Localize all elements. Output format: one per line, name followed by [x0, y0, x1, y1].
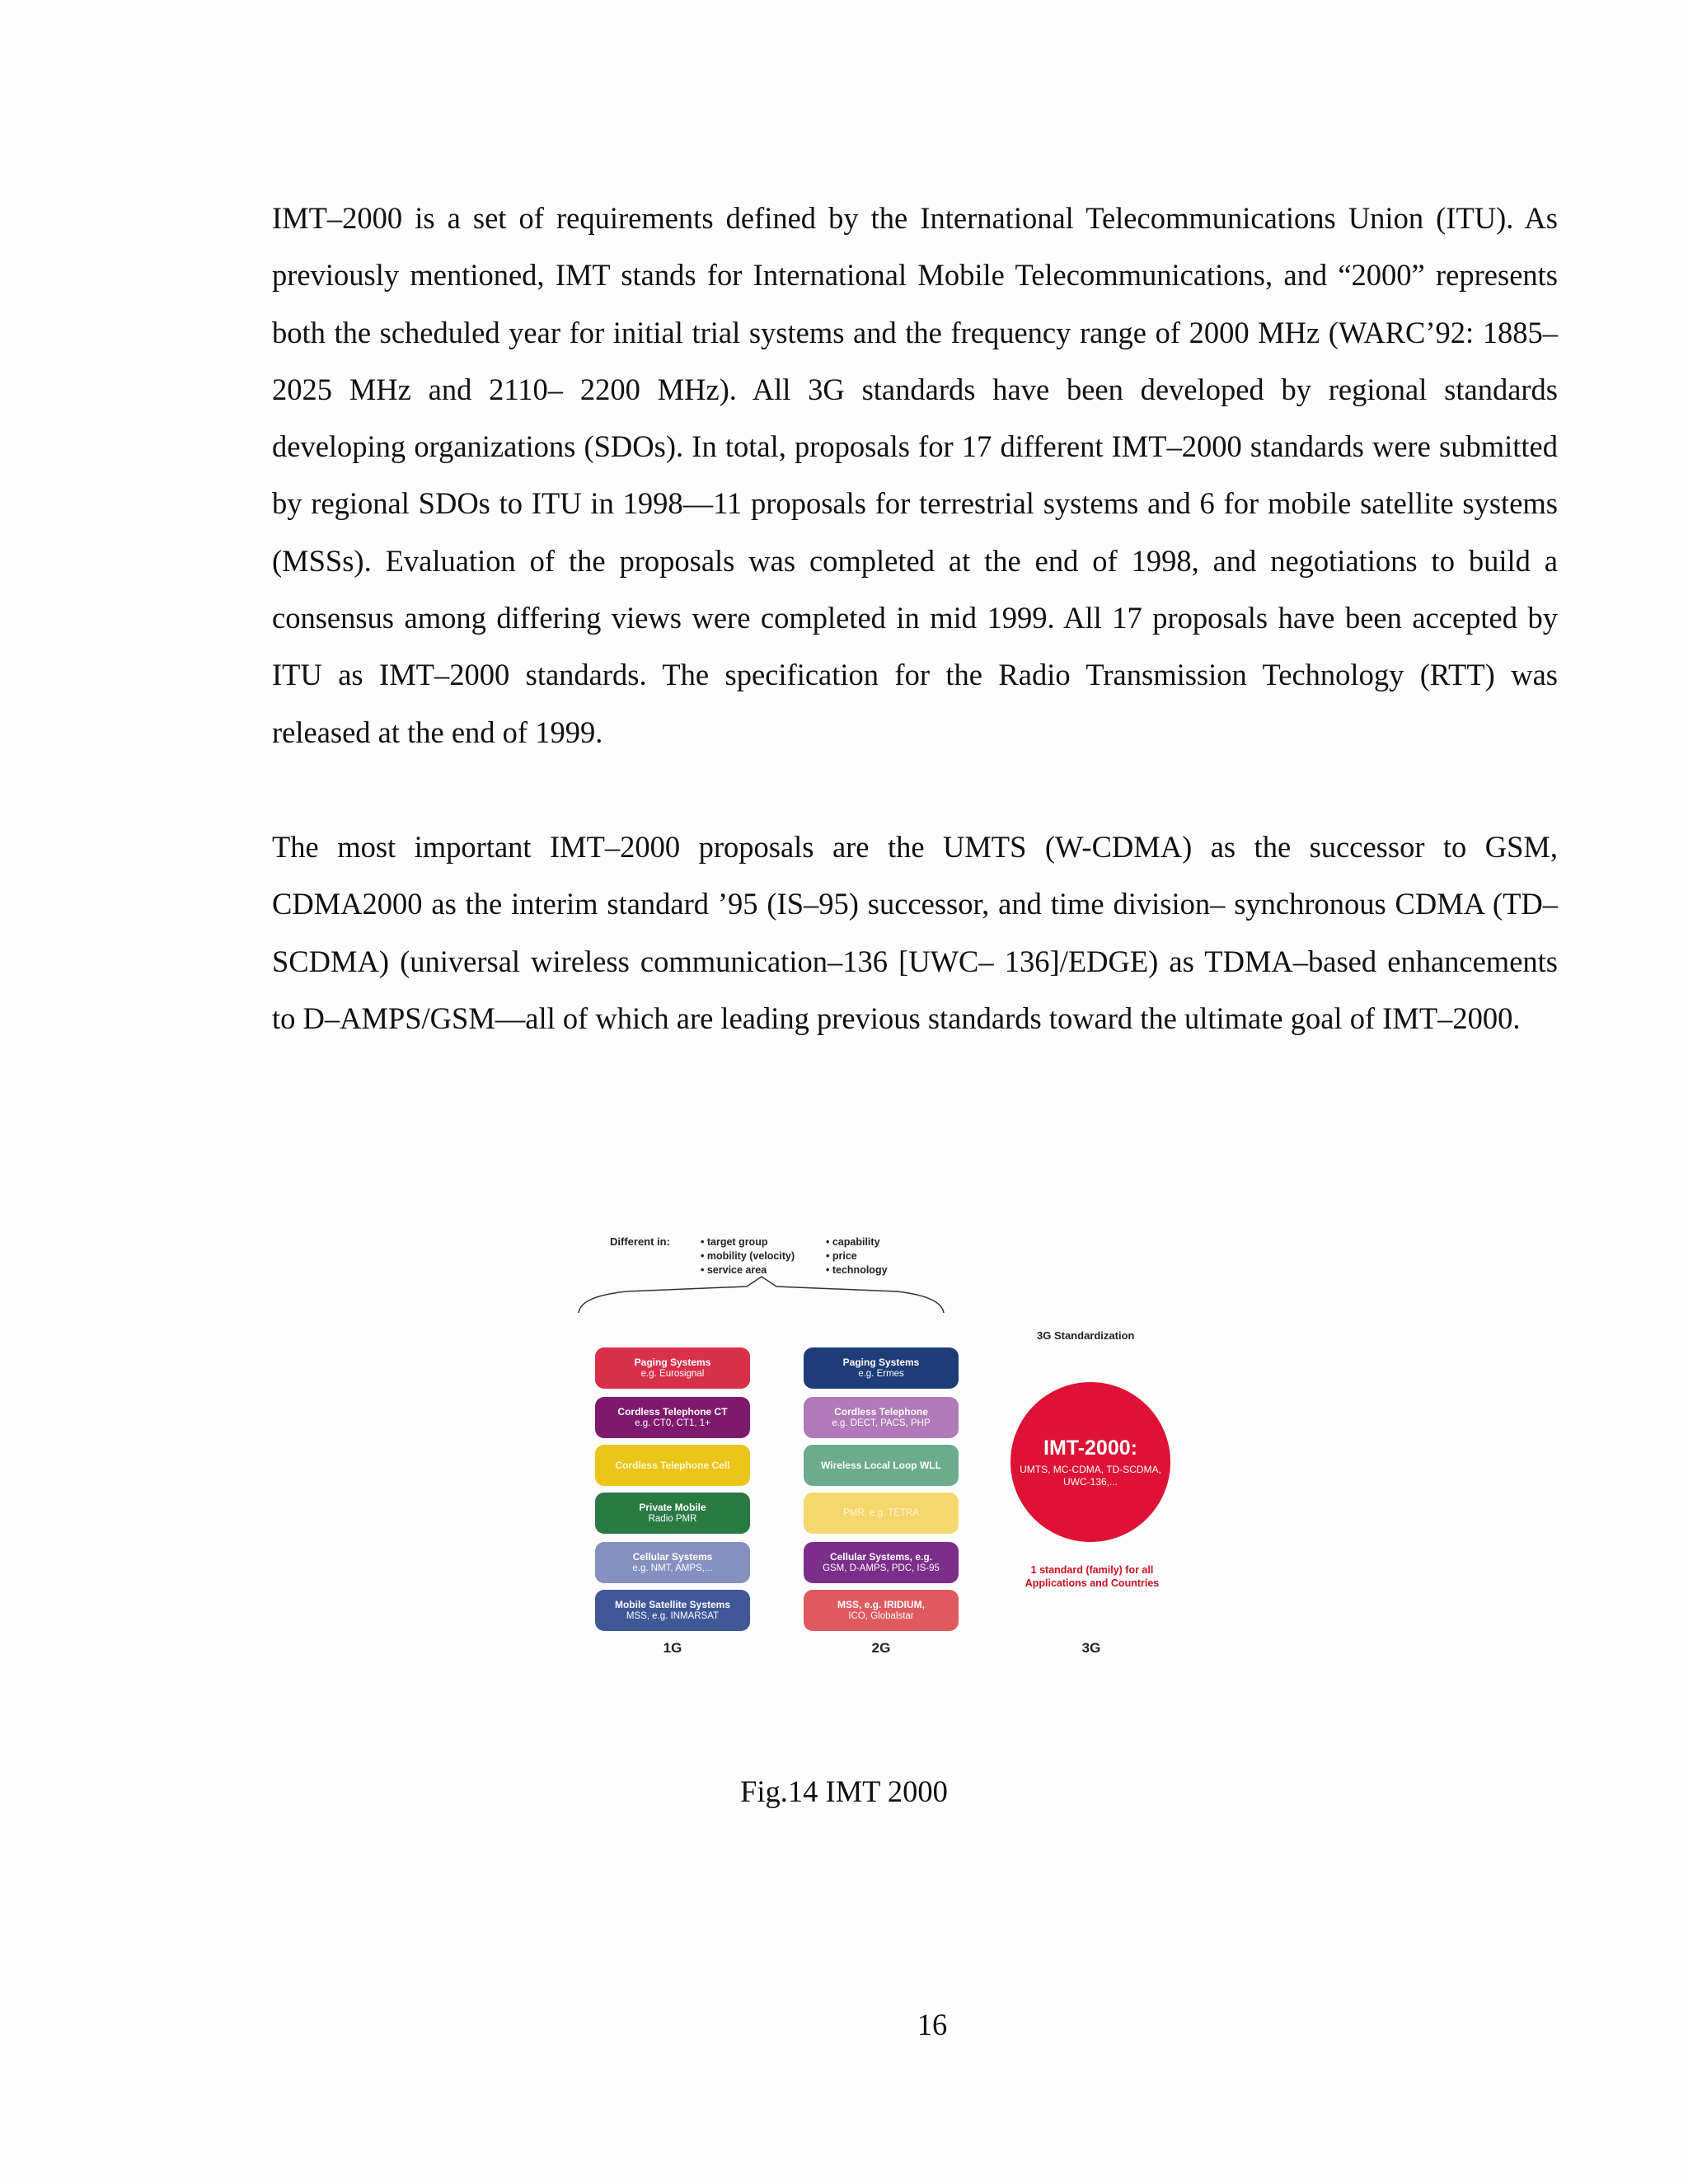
system-subtitle: Radio PMR: [648, 1514, 697, 1524]
system-subtitle: e.g. NMT, AMPS,...: [632, 1563, 713, 1573]
criteria-item: • mobility (velocity): [701, 1249, 795, 1263]
criteria-item: • technology: [826, 1263, 888, 1277]
grouping-brace: [569, 1273, 981, 1315]
system-title: Wireless Local Loop WLL: [821, 1460, 941, 1471]
system-title: Paging Systems: [634, 1357, 711, 1368]
system-title: MSS, e.g. IRIDIUM,: [837, 1599, 925, 1610]
criteria-item: • capability: [826, 1235, 888, 1249]
system-title: Paging Systems: [842, 1357, 920, 1368]
system-subtitle: e.g. CT0, CT1, 1+: [635, 1418, 710, 1428]
gen1-system-box: [595, 1590, 750, 1631]
system-title: Cellular Systems, e.g.: [829, 1551, 933, 1563]
gen2-system-box: [804, 1397, 959, 1438]
system-subtitle: MSS, e.g. INMARSAT: [626, 1611, 720, 1621]
criteria-item: • target group: [701, 1235, 795, 1249]
system-title: Cordless Telephone CT: [617, 1406, 728, 1418]
system-subtitle: ICO, Globalstar: [848, 1611, 914, 1621]
criteria-list-1: [701, 1235, 795, 1277]
body-paragraph-1: IMT–2000 is a set of requirements defined by the International Telecommunications Union (ITU). As previously mentioned, IMT stands for International Mobile Telecommunications, and “2000” represents both the scheduled year for initial trial systems and the frequency range of 2000 MHz (WARC’92: 1885–2025 MHz and 2110– 2200 MHz). All 3G standards have been developed by regional standards developing organizations (SDOs). In total, proposals for 17 different IMT–2000 standards were submitted by regional SDOs to ITU in 1998—11 proposals for terrestrial systems and 6 for mobile satellite systems (MSSs). Evaluation of the proposals was completed at the end of 1998, and negotiations to build a consensus among differing views were completed in mid 1999. All 17 proposals have been accepted by ITU as IMT–2000 standards. The specification for the Radio Transmission Technology (RTT) was released at the end of 1999.: [272, 201, 1558, 749]
std-title: 3G Standardization: [1037, 1329, 1135, 1342]
system-subtitle: PMR, e.g. TETRA: [843, 1508, 919, 1518]
gen2-system-box: [804, 1347, 959, 1389]
criteria-item: • price: [826, 1249, 888, 1263]
imt2000-figure: [569, 1224, 1179, 1669]
gen2-system-box: [804, 1590, 959, 1631]
criteria-item: • service area: [701, 1263, 795, 1277]
system-subtitle: e.g. DECT, PACS, PHP: [832, 1418, 931, 1428]
different-in-label: Different in:: [610, 1235, 670, 1248]
circle-subtitle: UMTS, MC-CDMA, TD-SCDMA, UWC-136,...: [1020, 1464, 1161, 1488]
gen1-system-box: [595, 1347, 750, 1389]
figure-caption: Fig.14 IMT 2000: [740, 1774, 948, 1808]
gen1-system-box: [595, 1542, 750, 1583]
body-paragraph-2: The most important IMT–2000 proposals are the UMTS (W-CDMA) as the successor to GSM, CDMA2000 as the interim standard ’95 (IS–95) successor, and time division– synchronous CDMA (TD–SCDMA) (universal wireless communication–136 [UWC– 136]/EDGE) as TDMA–based enhancements to D–AMPS/GSM—all of which are leading previous standards toward the ultimate goal of IMT–2000.: [272, 830, 1558, 1035]
gen2-system-box: [804, 1493, 959, 1534]
system-title: Cordless Telephone Cell: [615, 1460, 730, 1471]
std-note: 1 standard (family) for all Applications and Countries: [1025, 1564, 1160, 1589]
system-subtitle: e.g. Eurosignal: [640, 1369, 705, 1379]
system-subtitle: GSM, D-AMPS, PDC, IS-95: [823, 1563, 940, 1573]
gen1-system-box: [595, 1397, 750, 1438]
gen2-system-box: [804, 1445, 959, 1486]
system-title: Mobile Satellite Systems: [614, 1599, 731, 1610]
system-subtitle: e.g. Ermes: [858, 1369, 904, 1379]
circle-title: IMT-2000:: [1043, 1436, 1137, 1460]
criteria-list-2: [826, 1235, 888, 1277]
gen2-system-box: [804, 1542, 959, 1583]
system-title: Cordless Telephone: [834, 1406, 928, 1418]
gen1-system-box: [595, 1493, 750, 1534]
page-number: 16: [917, 2008, 948, 2041]
system-title: Cellular Systems: [632, 1551, 713, 1563]
gen-label-2g: 2G: [871, 1640, 891, 1656]
gen1-system-box: [595, 1445, 750, 1486]
gen-label-1g: 1G: [663, 1640, 682, 1656]
imt2000-circle: [1010, 1382, 1170, 1542]
system-title: Private Mobile: [639, 1502, 706, 1513]
gen-label-3g: 3G: [1081, 1640, 1101, 1656]
